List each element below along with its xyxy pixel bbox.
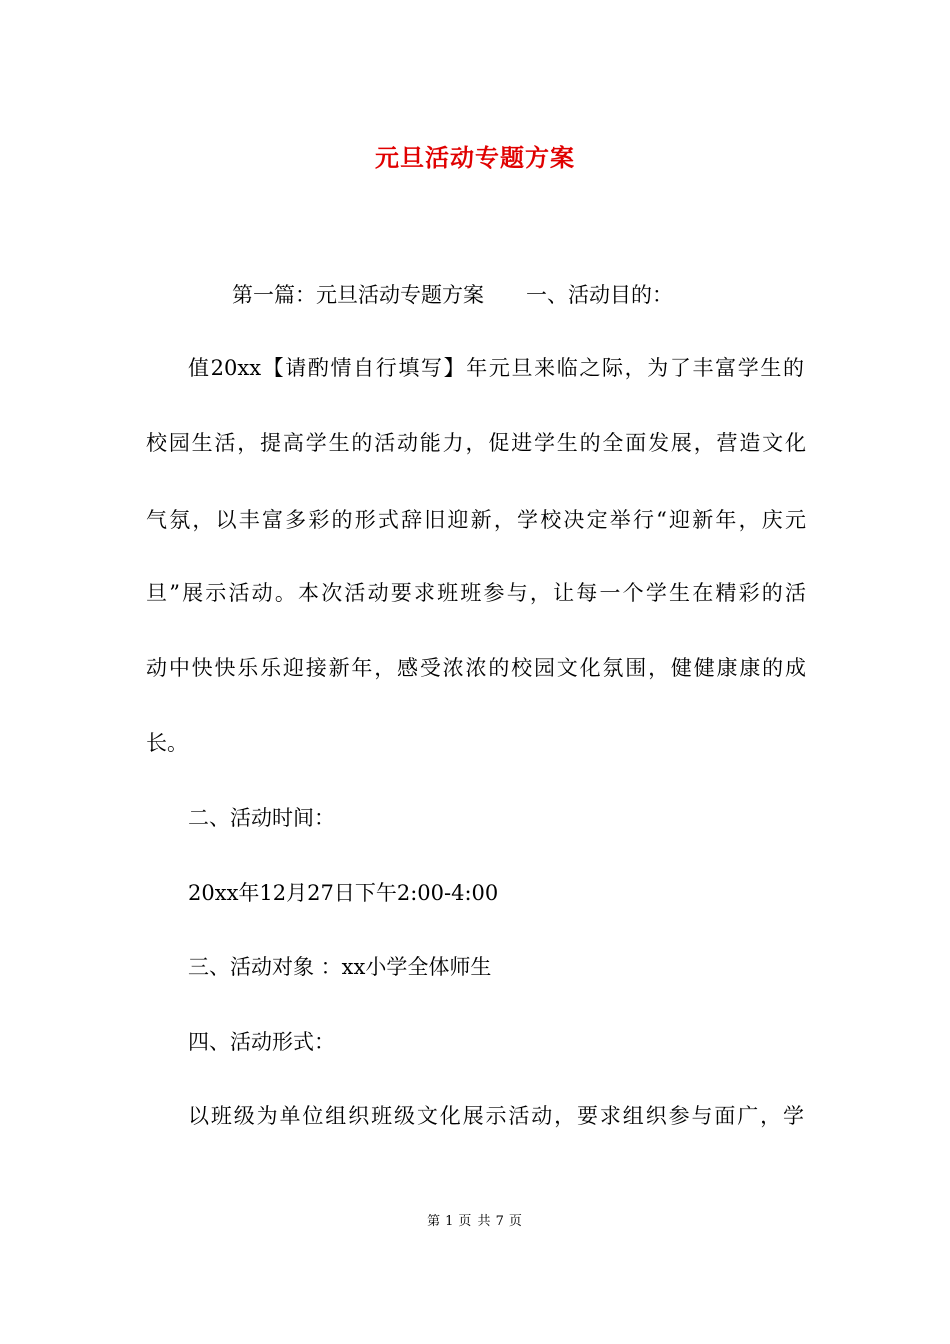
text-line-1: 第一篇：元旦活动专题方案 一、活动目的： [232,283,673,307]
text-line-7: 长。 [146,731,188,755]
text-line-10: 三、活动对象 ：xx小学全体师生 [188,955,492,979]
footer-suffix: 页 [508,1214,523,1229]
text-line-9: 20xx年12月27日下午2:00-4:00 [188,881,499,905]
text-line-3: 校园生活，提高学生的活动能力，促进学生的全面发展，营造文化 [146,431,806,455]
text-line-11: 四、活动形式： [188,1030,335,1054]
footer-prefix: 第 [427,1214,442,1229]
footer-total-pages: 7 [495,1214,505,1229]
text-line-6: 动中快快乐乐迎接新年，感受浓浓的校园文化氛围，健健康康的成 [146,656,806,680]
document-title: 元旦活动专题方案 [375,143,575,172]
text-line-5: 旦”展示活动。本次活动要求班班参与，让每一个学生在精彩的活 [146,581,806,605]
footer-page-number: 1 [445,1214,455,1229]
text-line-8: 二、活动时间： [188,806,335,830]
footer-middle: 页 共 [458,1214,492,1229]
text-line-12: 以班级为单位组织班级文化展示活动，要求组织参与面广，学 [188,1104,804,1128]
text-line-2: 值20xx【请酌情自行填写】年元旦来临之际，为了丰富学生的 [188,356,804,380]
text-line-4: 气氛，以丰富多彩的形式辞旧迎新，学校决定举行“迎新年，庆元 [146,508,806,532]
page-footer [0,1210,950,1229]
